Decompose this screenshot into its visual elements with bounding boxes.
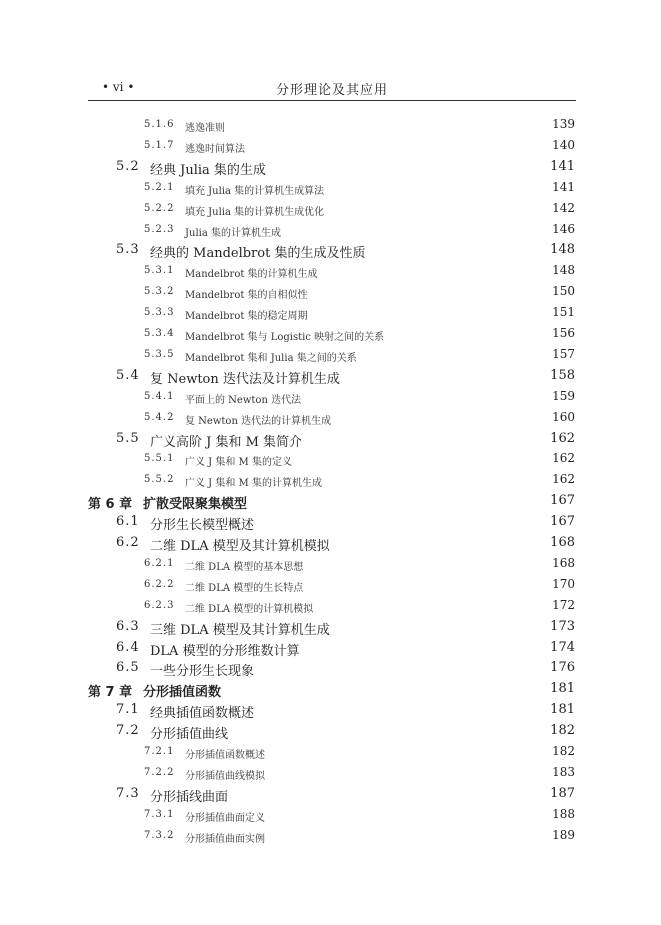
- toc-entry-title: 平面上的 Newton 迭代法: [185, 394, 302, 406]
- toc-entry-page: 159: [552, 388, 575, 403]
- toc-entry-sub[interactable]: [0, 574, 661, 594]
- toc-entry-section[interactable]: [0, 365, 661, 385]
- toc-entry-page: 158: [550, 367, 575, 383]
- toc-entry-number: 5.4: [116, 367, 140, 383]
- toc-entry-title: Mandelbrot 集和 Julia 集之间的关系: [185, 352, 357, 364]
- toc-entry-section[interactable]: [0, 156, 661, 176]
- toc-entry-number: 7.2.1: [144, 746, 175, 757]
- toc-entry-sub[interactable]: [0, 762, 661, 782]
- toc-entry-title: 二维 DLA 模型的基本思想: [185, 561, 304, 573]
- toc-entry-title: 分形插值曲线模拟: [185, 770, 265, 782]
- toc-entry-page: 189: [552, 827, 575, 842]
- toc-entry-number: 7.2.2: [144, 766, 175, 778]
- toc-entry-title: 扩散受限聚集模型: [143, 497, 248, 513]
- toc-entry-title: 二维 DLA 模型的生长特点: [185, 582, 304, 594]
- toc-entry-title: Mandelbrot 集与 Logistic 映射之间的关系: [185, 332, 385, 343]
- toc-entry-title: 广义 J 集和 M 集的定义: [185, 457, 292, 469]
- toc-entry-title: 经典的 Mandelbrot 集的生成及性质: [150, 246, 366, 262]
- toc-entry-title: 复 Newton 迭代法及计算机生成: [150, 371, 340, 387]
- toc-entry-sub[interactable]: [0, 177, 661, 197]
- toc-entry-title: 分形插线曲面: [150, 789, 229, 805]
- toc-entry-page: 167: [550, 514, 575, 530]
- toc-entry-number: 7.1: [116, 702, 140, 718]
- toc-entry-sub[interactable]: [0, 344, 661, 364]
- toc-entry-page: 142: [552, 200, 575, 215]
- toc-entry-page: 150: [552, 284, 575, 299]
- toc-entry-page: 187: [550, 785, 575, 801]
- toc-entry-section[interactable]: [0, 511, 661, 534]
- toc-entry-page: 176: [550, 660, 575, 676]
- toc-entry-page: 162: [550, 430, 575, 446]
- toc-entry-page: 172: [552, 597, 575, 612]
- toc-entry-sub[interactable]: [0, 323, 661, 343]
- toc-entry-title: 分形插值曲面定义: [185, 812, 265, 824]
- toc-entry-number: 7.3: [116, 785, 140, 801]
- toc-entry-title: 分形插值函数概述: [185, 750, 265, 761]
- toc-entry-title: DLA 模型的分形维数计算: [150, 643, 300, 659]
- toc-entry-section[interactable]: [0, 699, 661, 722]
- toc-entry-number: 5.2.1: [144, 181, 175, 193]
- toc-entry-page: 148: [550, 242, 575, 258]
- toc-entry-title: 经典插值函数概述: [150, 706, 255, 722]
- toc-entry-number: 5.4.1: [144, 390, 175, 402]
- toc-entry-title: 逃逸准则: [185, 123, 225, 134]
- toc-entry-section[interactable]: [0, 637, 661, 657]
- toc-entry-section[interactable]: [0, 616, 661, 636]
- toc-entry-number: 5.5: [116, 430, 140, 446]
- toc-entry-title: 三维 DLA 模型及其计算机生成: [150, 622, 330, 638]
- toc-entry-section[interactable]: [0, 532, 661, 552]
- toc-entry-section[interactable]: [0, 239, 661, 262]
- toc-entry-sub[interactable]: [0, 825, 661, 845]
- toc-entry-number: 第 6 章: [88, 497, 133, 513]
- toc-entry-title: 分形插值曲面实例: [185, 833, 265, 845]
- toc-entry-title: Mandelbrot 集的稳定周期: [185, 311, 308, 323]
- toc-entry-number: 5.2: [116, 158, 140, 174]
- toc-entry-title: 经典 Julia 集的生成: [150, 162, 266, 178]
- toc-entry-number: 5.3.3: [144, 307, 175, 319]
- toc-entry-sub[interactable]: [0, 741, 661, 761]
- toc-entry-number: 6.1: [116, 514, 140, 530]
- toc-entry-sub[interactable]: [0, 804, 661, 824]
- toc-entry-section[interactable]: [0, 657, 661, 680]
- toc-entry-page: 140: [552, 137, 575, 152]
- toc-entry-number: 5.1.6: [144, 119, 175, 130]
- toc-entry-sub[interactable]: [0, 595, 661, 615]
- toc-entry-number: 6.2: [116, 535, 140, 550]
- toc-entry-title: 广义 J 集和 M 集的计算机生成: [185, 478, 322, 490]
- toc-entry-page: 188: [552, 806, 575, 821]
- toc-entry-number: 5.4.2: [144, 411, 175, 423]
- toc-entry-page: 162: [552, 472, 575, 487]
- toc-entry-title: 填充 Julia 集的计算机生成优化: [185, 206, 325, 218]
- toc-entry-section[interactable]: [0, 428, 661, 448]
- toc-entry-title: 广义高阶 J 集和 M 集简介: [150, 434, 303, 450]
- toc-entry-page: 170: [552, 576, 575, 591]
- toc-entry-number: 7.3.1: [144, 808, 175, 820]
- toc-entry-sub[interactable]: [0, 302, 661, 322]
- toc-entry-sub[interactable]: [0, 469, 661, 489]
- toc-entry-title: Mandelbrot 集的计算机生成: [185, 269, 318, 281]
- toc-entry-page: 157: [552, 346, 575, 361]
- toc-entry-number: 5.2.2: [144, 202, 175, 214]
- toc-entry-sub[interactable]: [0, 135, 661, 155]
- toc-entry-page: 141: [550, 158, 575, 174]
- toc-entry-page: 168: [552, 555, 575, 570]
- toc-entry-section[interactable]: [0, 783, 661, 803]
- toc-entry-page: 168: [550, 535, 575, 550]
- toc-entry-number: 7.2: [116, 723, 140, 739]
- toc-entry-sub[interactable]: [0, 448, 661, 468]
- book-title: 分形理论及其应用: [275, 83, 388, 98]
- toc-entry-title: 分形插值函数: [143, 685, 222, 701]
- toc-entry-page: 181: [550, 702, 575, 718]
- toc-entry-number: 5.1.7: [144, 139, 175, 151]
- toc-entry-page: 174: [550, 639, 575, 655]
- toc-entry-number: 5.3.5: [144, 348, 175, 360]
- toc-entry-number: 6.3: [116, 618, 140, 634]
- toc-entry-number: 5.5.2: [144, 474, 175, 486]
- toc-entry-sub[interactable]: [0, 281, 661, 301]
- toc-entry-number: 5.3.1: [144, 265, 175, 277]
- toc-entry-title: Mandelbrot 集的自相似性: [185, 290, 308, 302]
- toc-entry-page: 146: [552, 221, 575, 236]
- toc-entry-page: 148: [552, 263, 575, 278]
- toc-entry-number: 6.2.1: [144, 557, 175, 569]
- toc-entry-number: 6.2.2: [144, 578, 175, 590]
- toc-entry-number: 7.3.2: [144, 829, 175, 841]
- toc-entry-number: 6.5: [116, 660, 140, 676]
- toc-entry-page: 173: [550, 618, 575, 634]
- toc-entry-title: 分形插值曲线: [150, 727, 229, 743]
- toc-entry-number: 5.5.1: [144, 453, 175, 465]
- toc-entry-sub[interactable]: [0, 260, 661, 280]
- toc-entry-title: Julia 集的计算机生成: [185, 227, 281, 239]
- toc-entry-number: 5.2.3: [144, 223, 175, 235]
- toc-entry-page: 181: [550, 681, 575, 697]
- toc-entry-title: 一些分形生长现象: [150, 664, 255, 680]
- toc-entry-chapter[interactable]: [0, 678, 661, 701]
- toc-entry-page: 156: [552, 326, 575, 340]
- toc-entry-page: 160: [552, 409, 575, 424]
- toc-entry-sub[interactable]: [0, 198, 661, 218]
- toc-entry-number: 5.3.4: [144, 328, 175, 339]
- page-number: • vi •: [102, 80, 135, 94]
- toc-entry-sub[interactable]: [0, 407, 661, 427]
- toc-entry-page: 182: [550, 723, 575, 739]
- toc-entry-page: 141: [552, 179, 575, 194]
- toc-entry-sub[interactable]: [0, 553, 661, 573]
- toc-entry-sub[interactable]: [0, 386, 661, 406]
- toc-entry-sub[interactable]: [0, 114, 661, 134]
- toc-entry-page: 139: [552, 117, 575, 131]
- toc-entry-page: 162: [552, 451, 575, 466]
- toc-entry-number: 6.2.3: [144, 599, 175, 611]
- toc-entry-title: 二维 DLA 模型及其计算机模拟: [150, 539, 330, 554]
- toc-entry-section[interactable]: [0, 720, 661, 743]
- toc-entry-chapter[interactable]: [0, 490, 661, 513]
- toc-entry-page: 182: [552, 744, 575, 758]
- toc-entry-title: 复 Newton 迭代法的计算机生成: [185, 415, 332, 427]
- toc-entry-title: 逃逸时间算法: [185, 143, 245, 155]
- toc-entry-page: 151: [552, 305, 575, 320]
- toc-entry-title: 二维 DLA 模型的计算机模拟: [185, 603, 314, 615]
- toc-entry-page: 167: [550, 493, 575, 509]
- toc-entry-number: 5.3: [116, 242, 140, 258]
- toc-entry-number: 5.3.2: [144, 286, 175, 298]
- toc-entry-sub[interactable]: [0, 219, 661, 239]
- running-header: [88, 78, 576, 101]
- toc-entry-title: 分形生长模型概述: [150, 518, 255, 534]
- toc-entry-title: 填充 Julia 集的计算机生成算法: [185, 185, 325, 197]
- toc-entry-number: 6.4: [116, 639, 140, 655]
- toc-entry-page: 183: [552, 764, 575, 779]
- toc-entry-number: 第 7 章: [88, 685, 133, 701]
